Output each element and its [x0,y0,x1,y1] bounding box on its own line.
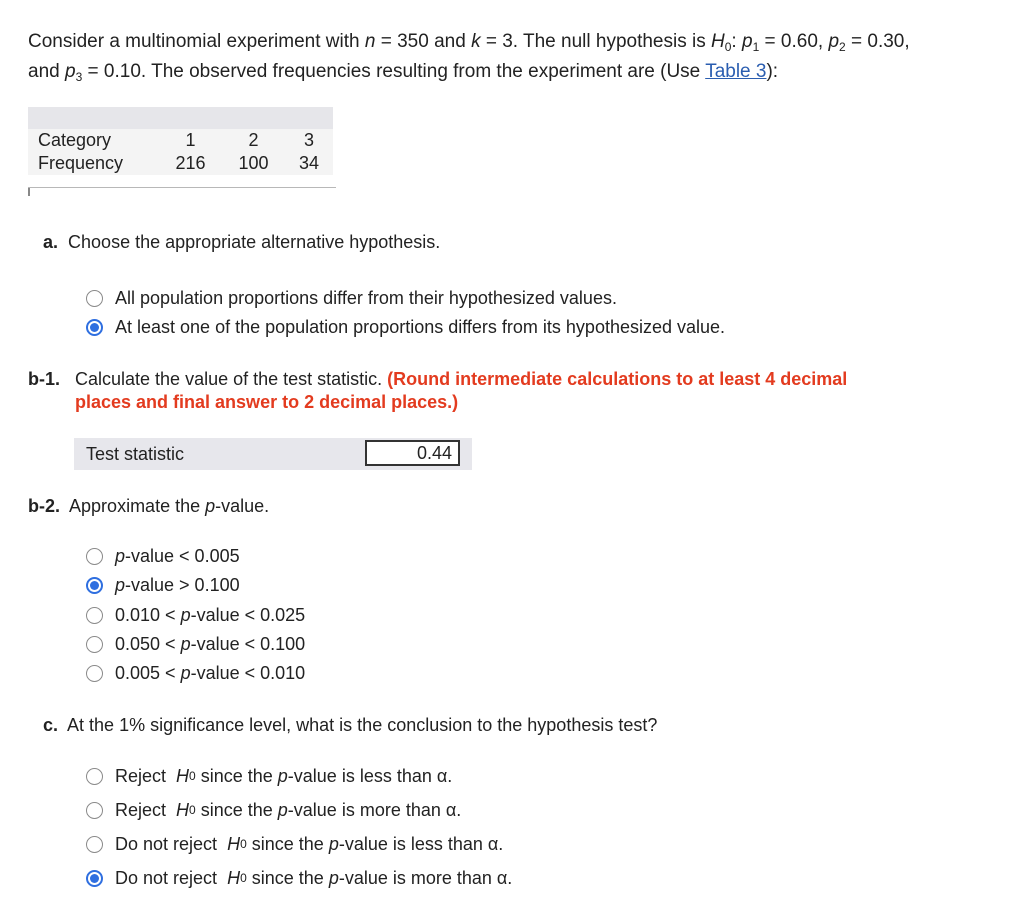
part-c-option-2[interactable]: Reject H 0 since the p -value is more than α. [86,798,461,822]
radio-button[interactable] [86,290,103,307]
category-row [28,129,333,152]
category-cell: 1 [185,130,196,150]
part-c-label: c. [43,715,59,735]
radio-button[interactable] [86,665,103,682]
part-b2-option-3[interactable]: 0.010 < p -value < 0.025 [86,603,305,627]
radio-button[interactable] [86,636,103,653]
part-a-option-1[interactable]: All population proportions differ from their hypothesized values. [86,286,617,310]
test-statistic-label: Test statistic [86,444,185,464]
table-header-band [28,107,333,129]
radio-button[interactable] [86,802,103,819]
rounding-instruction: (Round intermediate calculations to at least 4 decimal [387,369,848,389]
radio-button[interactable] [86,607,103,624]
problem-intro: Consider a multinomial experiment with n = 350 and k = 3. The null hypothesis is $H_0$: $p_1 = 0.60$, $p_2 = 0.30$, and $p_3 = 0.10$. The observed frequencies resulting from the experiment are (Use Table 3): [28,31,910,84]
frequency-table-container [28,107,336,197]
radio-button-selected[interactable] [86,577,103,594]
radio-button-selected[interactable] [86,870,103,887]
part-a-question: a. Choose the appropriate alternative hypothesis. [43,232,441,252]
part-c-question: c. At the 1% significance level, what is the conclusion to the hypothesis test? [43,715,658,735]
part-b2-option-2[interactable]: p -value > 0.100 [86,573,240,597]
part-b2-label: b-2. [28,496,61,516]
radio-button[interactable] [86,836,103,853]
table-bottom-rule [28,187,336,196]
row-label: Category [38,130,112,150]
frequency-cell: 34 [298,153,320,173]
row-label: Frequency [38,153,124,173]
radio-button[interactable] [86,548,103,565]
part-b1-label: b-1. [28,369,61,389]
part-c-option-3[interactable]: Do not reject H 0 since the p -value is less than α. [86,832,503,856]
category-cell: 3 [303,130,314,150]
part-a-label: a. [43,232,59,252]
part-b2-option-4[interactable]: 0.050 < p -value < 0.100 [86,632,305,656]
part-b2-option-5[interactable]: 0.005 < p -value < 0.010 [86,661,305,685]
category-cell: 2 [248,130,259,150]
part-b2-option-1[interactable]: p -value < 0.005 [86,544,240,568]
frequency-row [28,152,333,175]
table-3-link[interactable]: Table 3 [705,61,767,82]
frequency-table [28,129,333,175]
part-c-option-1[interactable]: Reject H 0 since the p -value is less than α. [86,764,452,788]
frequency-cell: 100 [238,153,269,173]
test-statistic-row [74,438,472,470]
part-c-option-4[interactable]: Do not reject H 0 since the p -value is more than α. [86,866,512,890]
frequency-cell: 216 [175,153,206,173]
part-a-option-2[interactable]: At least one of the population proportions differs from its hypothesized value. [86,315,725,339]
test-statistic-input[interactable]: 0.44 [365,440,460,466]
part-b2-question: b-2. Approximate the p-value. [28,496,270,516]
radio-button[interactable] [86,768,103,785]
radio-button-selected[interactable] [86,319,103,336]
